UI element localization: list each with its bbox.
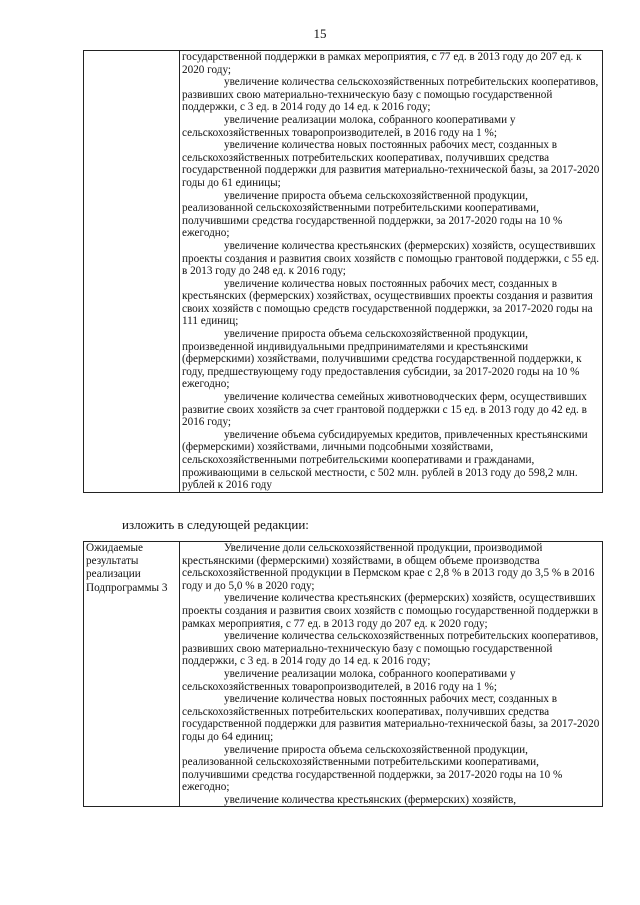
paragraph: увеличение количества новых постоянных рабочих мест, созданных в крестьянских (фермерских) хозяйствах, осуществивших проекты создания и развития своих хозяйств с помощью средств государственной поддержки, за 2017-2020 годы на 111 единиц; [182,277,593,328]
paragraph: увеличение прироста объема сельскохозяйственной продукции, произведенной индивидуальными предпринимателями и крестьянскими (фермерскими) хозяйствами, получившими средства государственной поддержки, к году, предшествующему году предоставления субсидии, за 2017-2020 годы на 10 % ежегодно; [182,328,582,391]
paragraph: увеличение прироста объема сельскохозяйственной продукции, реализованной сельскохозяйственными потребительскими кооперативами, получившими средства государственной поддержки, за 2017-2020 годы на 10 % ежегодно; [182,743,563,794]
empty-label-cell [84,51,180,493]
paragraph: увеличение объема субсидируемых кредитов, привлеченных крестьянскими (фермерскими) хозяйствами, личными подсобными хозяйствами, сельскохозяйственными потребительскими кооперативами и гражданами, проживающими в сельской местности, с 502 млн. рублей в 2013 году до 598,2 млн. рублей к 2016 году [182,428,588,492]
paragraph: увеличение количества крестьянских (фермерских) хозяйств, осуществивших проекты создания и развития своих хозяйств с помощью грантовой поддержки, с 55 ед. в 2013 году до 248 ед. к 2016 году; [182,239,600,278]
paragraph: увеличение количества семейных животноводческих ферм, осуществивших развитие своих хозяйств за счет грантовой поддержки с 15 ед. в 2013 году до 42 ед. в 2016 году; [182,391,587,429]
paragraph: Увеличение доли сельскохозяйственной продукции, производимой крестьянскими (фермерскими) хозяйствами, в общем объеме производства сельскохозяйственной продукции в Пермском крае с 2,8 % в 2013 году до 3,5 % в 2016 году и до 5,0 % в 2020 году; [182,542,595,592]
paragraph: увеличение количества новых постоянных рабочих мест, созданных в сельскохозяйственных потребительских кооперативах, получивших средства государственной поддержки для развития материально-технической базы, за 2017-2020 годы до 61 единицы; [182,139,600,189]
paragraph: увеличение количества сельскохозяйственных потребительских кооперативов, развивших свою материально-техническую базу с помощью государственной поддержки, с 3 ед. в 2014 году до 14 ед. к 2016 году; [182,630,599,668]
paragraph: увеличение реализации молока, собранного кооперативами у сельскохозяйственных товаропроизводителей, в 2016 году на 1 %; [182,113,516,139]
intro-text: изложить в следующей редакции: [122,517,309,532]
results-label-cell: Ожидаемые результаты реализации Подпрограммы 3 [84,542,180,807]
paragraph: увеличение реализации молока, собранного кооперативами у сельскохозяйственных товаропроизводителей, в 2016 году на 1 %; [182,667,516,693]
results-text-cell [180,542,603,807]
results-text-cell [180,51,603,493]
new-edition-table [83,541,603,807]
paragraph: увеличение количества новых постоянных рабочих мест, созданных в сельскохозяйственных потребительских кооперативах, получивших средства государственной поддержки для развития материально-технической базы, за 2017-2020 годы до 64 единиц; [182,693,600,743]
page-number: 15 [313,26,327,41]
paragraph: увеличение количества сельскохозяйственных потребительских кооперативов, развивших свою материально-техническую базу с помощью государственной поддержки, с 3 ед. в 2014 году до 14 ед. к 2016 году; [182,76,599,114]
paragraph: увеличение прироста объема сельскохозяйственной продукции, реализованной сельскохозяйственными потребительскими кооперативами, получившими средства государственной поддержки, за 2017-2020 годы на 10 % ежегодно; [182,189,563,240]
continued-table [83,50,603,493]
paragraph: государственной поддержки в рамках мероприятия, с 77 ед. в 2013 году до 207 ед. к 2020 году; [182,51,582,76]
paragraph: увеличение количества крестьянских (фермерских) хозяйств, осуществивших проекты создания и развития своих хозяйств с помощью государственной поддержки в рамках мероприятия, с 77 ед. в 2013 году до 207 ед. к 2020 году; [182,592,598,630]
paragraph: увеличение количества крестьянских (фермерских) хозяйств, [224,793,517,806]
